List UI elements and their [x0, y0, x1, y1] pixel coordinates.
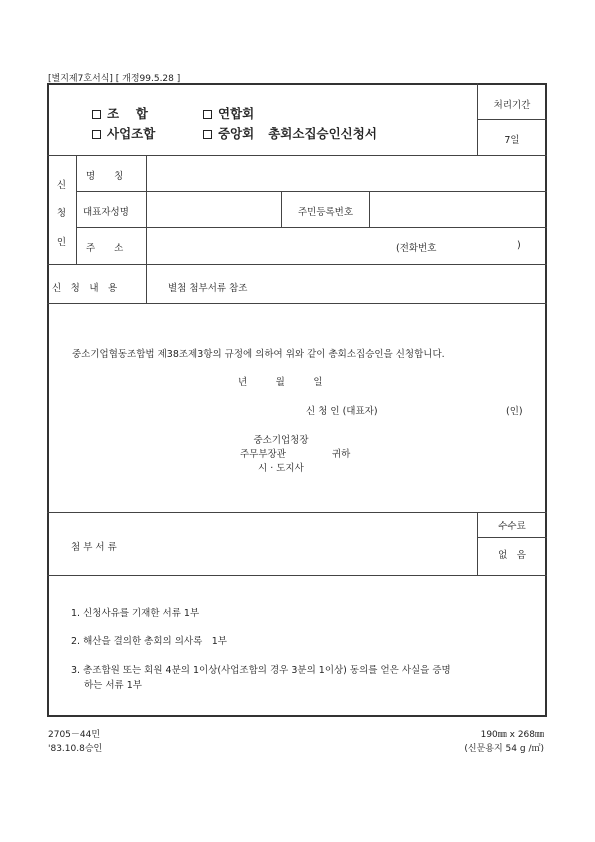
- checkbox-saeopjohap[interactable]: [92, 130, 101, 139]
- resident-no-field[interactable]: [370, 192, 546, 226]
- attachments-label: 첨 부 서 류: [71, 542, 117, 553]
- address-field[interactable]: [147, 228, 387, 263]
- applicant-label-2: 청: [56, 208, 67, 219]
- divider-applicant-v: [76, 155, 77, 264]
- title-row-2: [92, 124, 155, 142]
- seal-mark: (인): [506, 406, 523, 417]
- footer-paper: (신문용지 54 g /㎡): [464, 744, 544, 754]
- address-label: 주 소: [86, 243, 124, 254]
- checkbox-johap-label: 조 합: [107, 106, 149, 121]
- resident-no-label: 주민등록번호: [297, 207, 354, 218]
- divider-body: [47, 512, 547, 513]
- applicant-signature-line: 신 청 인 (대표자): [306, 406, 378, 417]
- form-reference: [별지제7호서식] [ 개정99.5.28 ]: [48, 74, 181, 84]
- title-row-1: [92, 104, 148, 122]
- fee-label: 수수료: [498, 521, 526, 532]
- divider-applicant-end: [47, 264, 547, 265]
- title-row-1b: [203, 104, 254, 122]
- footer-form-no: 2705－44민: [48, 730, 101, 740]
- applicant-label-1: 신: [56, 180, 67, 191]
- attachment-item-1: 1. 신청사유를 기재한 서류 1부: [71, 608, 200, 619]
- rep-name-label: 대표자성명: [83, 207, 129, 218]
- checkbox-yeonhaphoe[interactable]: [203, 110, 212, 119]
- processing-value: 7일: [504, 135, 520, 146]
- attachment-item-3: 3. 총조합원 또는 회원 4분의 1이상(사업조합의 경우 3분의 1이상) 동의를 얻은 사실을 증명: [71, 665, 451, 676]
- processing-label: 처리기간: [493, 100, 531, 111]
- applicant-label-3: 인: [56, 237, 67, 248]
- divider-processing: [477, 119, 547, 120]
- divider-fee: [477, 537, 547, 538]
- recipient-3: 시 · 도지사: [258, 463, 304, 474]
- title-row-2b: [203, 124, 377, 142]
- divider-request: [47, 303, 547, 304]
- footer-size: 190㎜ x 268㎜: [480, 730, 544, 740]
- name-field[interactable]: [147, 156, 546, 190]
- fee-value: 없 음: [498, 550, 526, 561]
- request-label: 신 청 내 용: [52, 283, 118, 294]
- checkbox-saeopjohap-label: 사업조합: [107, 126, 156, 141]
- attachment-item-2: 2. 해산을 결의한 총회의 의사록 1부: [71, 636, 227, 647]
- recipient-2: 주무부장관: [240, 449, 286, 460]
- name-label: 명 칭: [86, 171, 124, 182]
- recipient-1: 중소기업청장: [253, 435, 309, 446]
- recipient-honorific: 귀하: [332, 449, 351, 460]
- checkbox-jungangho[interactable]: [203, 130, 212, 139]
- rep-name-field[interactable]: [147, 192, 280, 226]
- phone-close: ): [517, 240, 521, 251]
- divider-attachments: [47, 575, 547, 576]
- date-line: 년 월 일: [238, 377, 323, 388]
- document-title: 총회소집승인신청서: [268, 126, 377, 141]
- checkbox-johap[interactable]: [92, 110, 101, 119]
- checkbox-jungangho-label: 중앙회: [218, 126, 255, 141]
- statement-text: 중소기업협동조합법 제38조제3항의 규정에 의하여 위와 같이 총회소집승인을 신청합니다.: [72, 349, 445, 360]
- checkbox-yeonhaphoe-label: 연합회: [218, 106, 255, 121]
- phone-label: (전화번호: [396, 243, 437, 254]
- request-value[interactable]: 별첨 첨부서류 참조: [168, 283, 248, 294]
- footer-approval: '83.10.8승인: [48, 744, 103, 754]
- attachment-item-3-cont: 하는 서류 1부: [84, 680, 142, 691]
